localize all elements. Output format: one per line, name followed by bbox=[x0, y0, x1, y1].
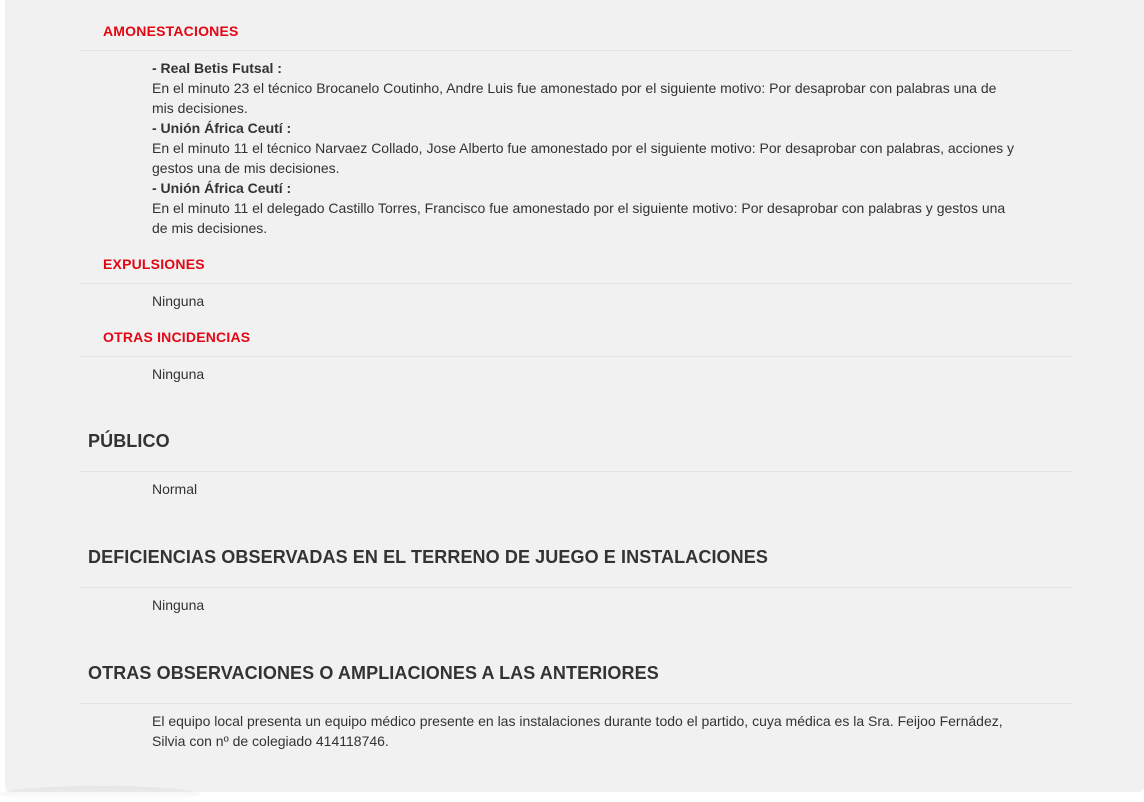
amonestacion-team: - Real Betis Futsal : bbox=[152, 60, 282, 76]
deficiencias-value: Ninguna bbox=[152, 597, 205, 613]
expulsiones-value: Ninguna bbox=[152, 293, 205, 309]
otras-observaciones-heading: OTRAS OBSERVACIONES O AMPLIACIONES A LAS ANTERIORES bbox=[88, 663, 659, 683]
divider bbox=[80, 50, 1072, 51]
divider bbox=[80, 703, 1072, 704]
publico-value: Normal bbox=[152, 481, 198, 497]
expulsiones-heading: EXPULSIONES bbox=[103, 256, 205, 272]
amonestaciones-heading: AMONESTACIONES bbox=[103, 23, 239, 39]
amonestacion-team: - Unión África Ceutí : bbox=[152, 120, 292, 136]
divider bbox=[80, 471, 1072, 472]
divider bbox=[80, 587, 1072, 588]
panel-shadow bbox=[0, 786, 200, 802]
amonestacion-team: - Unión África Ceutí : bbox=[152, 180, 292, 196]
amonestaciones-list bbox=[152, 58, 1022, 238]
match-report-panel bbox=[5, 0, 1144, 792]
otras-incidencias-heading: OTRAS INCIDENCIAS bbox=[103, 329, 251, 345]
otras-incidencias-value: Ninguna bbox=[152, 366, 205, 382]
amonestacion-text: En el minuto 23 el técnico Brocanelo Coutinho, Andre Luis fue amonestado por el siguiente motivo: Por desaprobar con palabras una de mis decisiones. bbox=[152, 80, 997, 116]
amonestacion-text: En el minuto 11 el técnico Narvaez Collado, Jose Alberto fue amonestado por el siguiente motivo: Por desaprobar con palabras, acciones y gestos una de mis decisiones. bbox=[152, 140, 1015, 176]
publico-heading: PÚBLICO bbox=[88, 431, 170, 451]
divider bbox=[80, 283, 1072, 284]
amonestacion-text: En el minuto 11 el delegado Castillo Torres, Francisco fue amonestado por el siguiente motivo: Por desaprobar con palabras y gestos una de mis decisiones. bbox=[152, 200, 1006, 236]
otras-observaciones-value: El equipo local presenta un equipo médico presente en las instalaciones durante todo el partido, cuya médica es la Sra. Feijoo Fernádez, Silvia con nº de colegiado 414118746. bbox=[152, 713, 1003, 749]
divider bbox=[80, 356, 1072, 357]
deficiencias-heading: DEFICIENCIAS OBSERVADAS EN EL TERRENO DE JUEGO E INSTALACIONES bbox=[88, 547, 768, 567]
